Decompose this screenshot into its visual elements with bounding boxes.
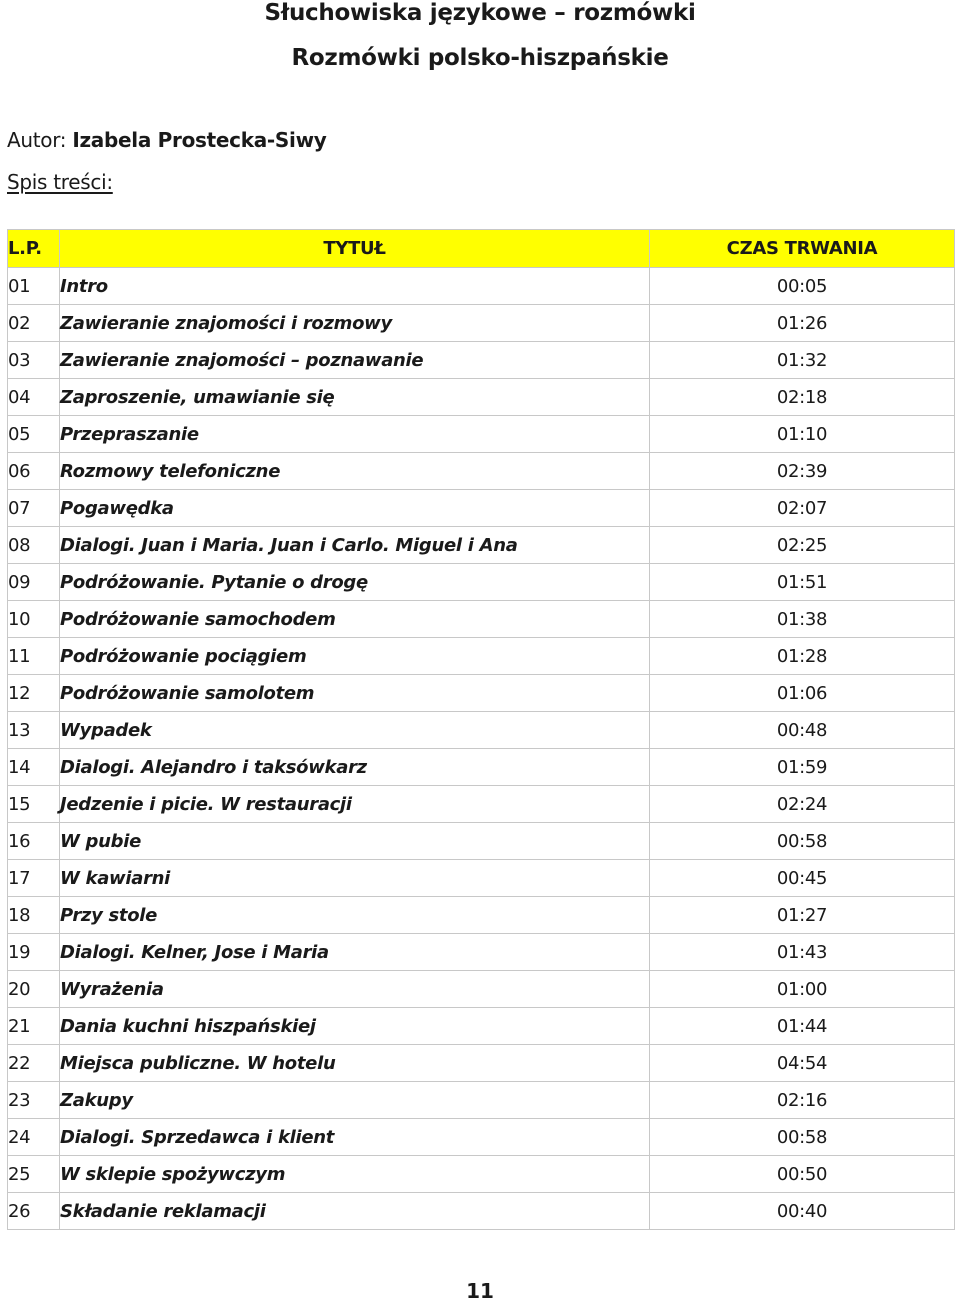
row-duration: 01:38 xyxy=(650,601,955,638)
row-duration: 02:18 xyxy=(650,379,955,416)
row-number: 09 xyxy=(8,564,60,601)
row-duration: 02:24 xyxy=(650,786,955,823)
row-number: 12 xyxy=(8,675,60,712)
table-row xyxy=(8,1119,955,1156)
row-title: Wypadek xyxy=(60,712,650,749)
row-duration: 00:58 xyxy=(650,823,955,860)
table-row xyxy=(8,1156,955,1193)
row-duration: 00:48 xyxy=(650,712,955,749)
row-title: Podróżowanie. Pytanie o drogę xyxy=(60,564,650,601)
header-title: TYTUŁ xyxy=(60,230,650,268)
row-number: 22 xyxy=(8,1045,60,1082)
table-row xyxy=(8,601,955,638)
author-label: Autor: xyxy=(7,128,67,152)
row-number: 13 xyxy=(8,712,60,749)
row-number: 26 xyxy=(8,1193,60,1230)
row-duration: 01:28 xyxy=(650,638,955,675)
row-title: Intro xyxy=(60,268,650,305)
toc-table xyxy=(7,229,955,1230)
row-number: 25 xyxy=(8,1156,60,1193)
row-duration: 01:00 xyxy=(650,971,955,1008)
row-number: 16 xyxy=(8,823,60,860)
toc-heading: Spis treści: xyxy=(7,170,113,194)
table-row xyxy=(8,527,955,564)
row-title: Zawieranie znajomości i rozmowy xyxy=(60,305,650,342)
row-duration: 02:07 xyxy=(650,490,955,527)
row-title: Składanie reklamacji xyxy=(60,1193,650,1230)
row-number: 08 xyxy=(8,527,60,564)
row-duration: 01:06 xyxy=(650,675,955,712)
header-duration: CZAS TRWANIA xyxy=(650,230,955,268)
row-title: Dialogi. Kelner, Jose i Maria xyxy=(60,934,650,971)
table-row xyxy=(8,934,955,971)
author-name: Izabela Prostecka-Siwy xyxy=(72,128,327,152)
row-duration: 01:44 xyxy=(650,1008,955,1045)
row-title: Przepraszanie xyxy=(60,416,650,453)
table-row xyxy=(8,1082,955,1119)
table-row xyxy=(8,268,955,305)
table-row xyxy=(8,1008,955,1045)
table-row xyxy=(8,379,955,416)
header-number: L.P. xyxy=(8,230,60,268)
row-duration: 01:51 xyxy=(650,564,955,601)
row-number: 03 xyxy=(8,342,60,379)
row-number: 15 xyxy=(8,786,60,823)
table-header-row xyxy=(8,230,955,268)
table-row xyxy=(8,1045,955,1082)
row-duration: 04:54 xyxy=(650,1045,955,1082)
row-title: Zawieranie znajomości – poznawanie xyxy=(60,342,650,379)
table-row xyxy=(8,490,955,527)
table-row xyxy=(8,675,955,712)
table-row xyxy=(8,712,955,749)
row-duration: 01:27 xyxy=(650,897,955,934)
row-number: 23 xyxy=(8,1082,60,1119)
row-title: Podróżowanie pociągiem xyxy=(60,638,650,675)
row-title: Przy stole xyxy=(60,897,650,934)
row-duration: 00:58 xyxy=(650,1119,955,1156)
table-row xyxy=(8,638,955,675)
table-row xyxy=(8,453,955,490)
row-title: Dania kuchni hiszpańskiej xyxy=(60,1008,650,1045)
row-title: Jedzenie i picie. W restauracji xyxy=(60,786,650,823)
table-row xyxy=(8,897,955,934)
row-duration: 00:40 xyxy=(650,1193,955,1230)
row-number: 01 xyxy=(8,268,60,305)
row-title: Dialogi. Juan i Maria. Juan i Carlo. Miguel i Ana xyxy=(60,527,650,564)
table-row xyxy=(8,860,955,897)
row-title: Miejsca publiczne. W hotelu xyxy=(60,1045,650,1082)
row-number: 07 xyxy=(8,490,60,527)
row-title: Dialogi. Sprzedawca i klient xyxy=(60,1119,650,1156)
row-duration: 01:10 xyxy=(650,416,955,453)
row-duration: 02:39 xyxy=(650,453,955,490)
page-number: 11 xyxy=(466,1279,494,1303)
table-row xyxy=(8,564,955,601)
row-number: 11 xyxy=(8,638,60,675)
row-number: 02 xyxy=(8,305,60,342)
row-number: 21 xyxy=(8,1008,60,1045)
table-row xyxy=(8,416,955,453)
row-duration: 00:45 xyxy=(650,860,955,897)
row-number: 19 xyxy=(8,934,60,971)
row-number: 06 xyxy=(8,453,60,490)
row-duration: 00:50 xyxy=(650,1156,955,1193)
row-number: 24 xyxy=(8,1119,60,1156)
page-subtitle: Rozmówki polsko-hiszpańskie xyxy=(291,45,669,71)
row-title: Wyrażenia xyxy=(60,971,650,1008)
table-row xyxy=(8,342,955,379)
row-title: Rozmowy telefoniczne xyxy=(60,453,650,490)
table-row xyxy=(8,1193,955,1230)
row-number: 18 xyxy=(8,897,60,934)
row-title: Podróżowanie samolotem xyxy=(60,675,650,712)
row-duration: 01:26 xyxy=(650,305,955,342)
table-row xyxy=(8,823,955,860)
table-row xyxy=(8,749,955,786)
row-title: Zakupy xyxy=(60,1082,650,1119)
table-row xyxy=(8,786,955,823)
row-duration: 00:05 xyxy=(650,268,955,305)
author-line xyxy=(7,128,327,152)
row-number: 17 xyxy=(8,860,60,897)
table-row xyxy=(8,971,955,1008)
row-number: 14 xyxy=(8,749,60,786)
row-title: Podróżowanie samochodem xyxy=(60,601,650,638)
row-duration: 02:16 xyxy=(650,1082,955,1119)
toc-body xyxy=(8,268,955,1230)
row-title: Pogawędka xyxy=(60,490,650,527)
page-title: Słuchowiska językowe – rozmówki xyxy=(264,0,696,26)
row-duration: 01:32 xyxy=(650,342,955,379)
row-duration: 02:25 xyxy=(650,527,955,564)
table-row xyxy=(8,305,955,342)
row-number: 05 xyxy=(8,416,60,453)
row-title: Dialogi. Alejandro i taksówkarz xyxy=(60,749,650,786)
row-title: Zaproszenie, umawianie się xyxy=(60,379,650,416)
row-number: 20 xyxy=(8,971,60,1008)
row-title: W kawiarni xyxy=(60,860,650,897)
row-title: W pubie xyxy=(60,823,650,860)
row-number: 10 xyxy=(8,601,60,638)
row-duration: 01:43 xyxy=(650,934,955,971)
row-number: 04 xyxy=(8,379,60,416)
row-duration: 01:59 xyxy=(650,749,955,786)
row-title: W sklepie spożywczym xyxy=(60,1156,650,1193)
